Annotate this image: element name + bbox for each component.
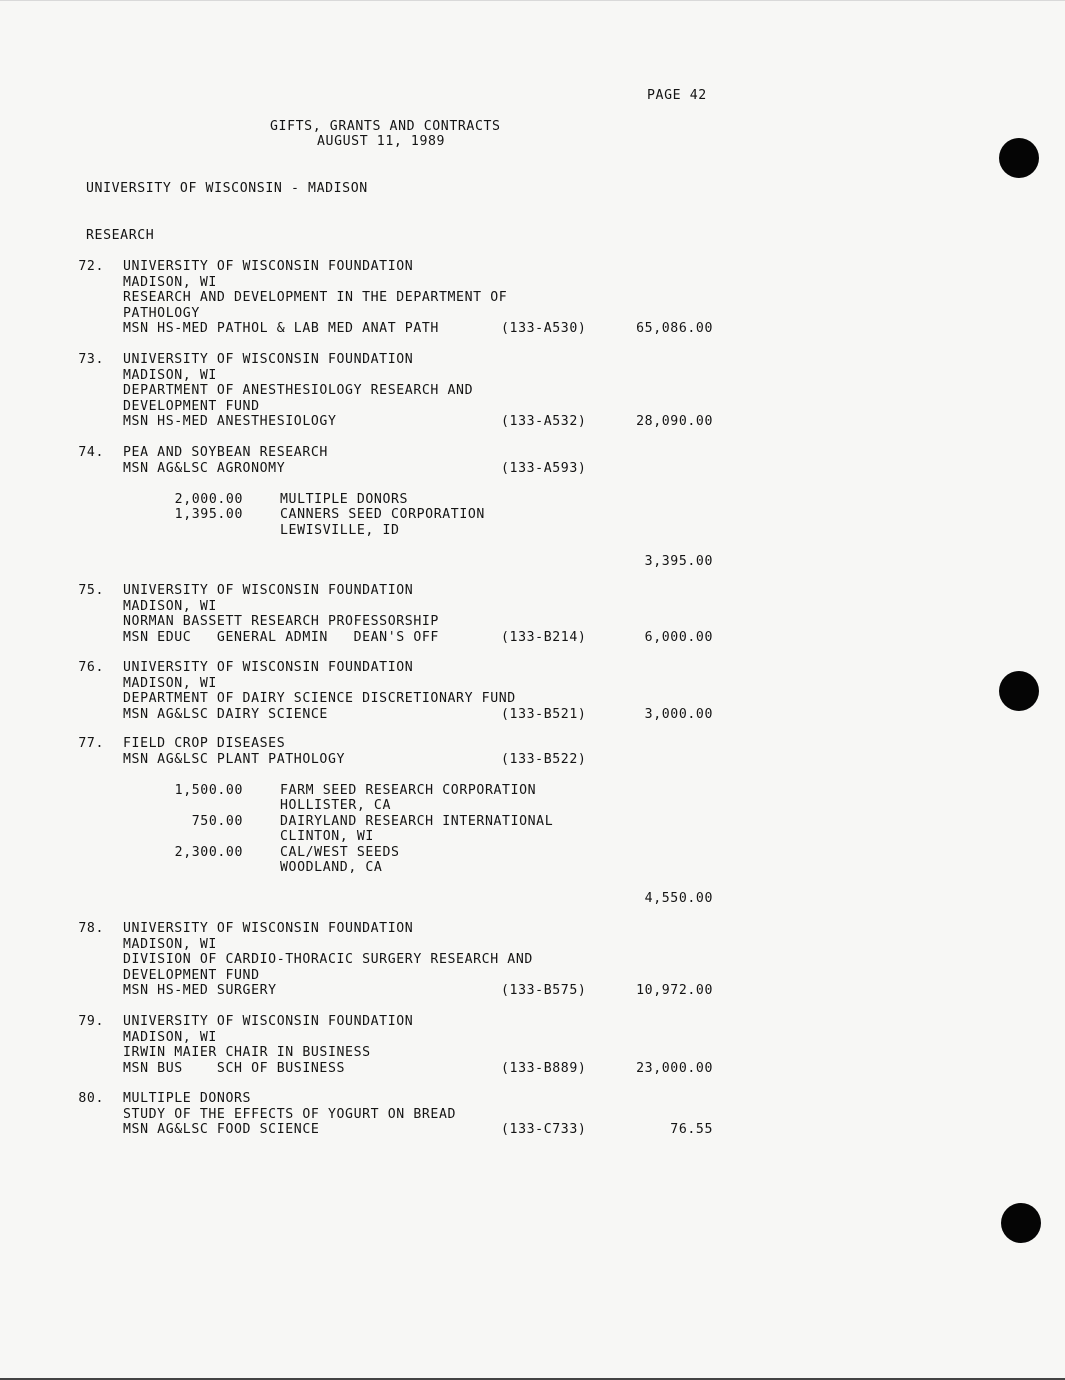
item-total-amount: 4,550.00 [644,891,713,906]
item-total-amount: 3,395.00 [644,553,713,569]
page-number: PAGE 42 [647,88,707,103]
item-text-line: MADISON, WI [123,367,217,383]
item-text-line: MULTIPLE DONORS [123,1091,252,1106]
item-department: MSN HS-MED SURGERY [123,983,277,998]
item-text-line: DEPARTMENT OF ANESTHESIOLOGY RESEARCH AND [123,383,474,398]
item-number: 75. [78,583,104,598]
item-text-line: UNIVERSITY OF WISCONSIN FOUNDATION [123,583,414,598]
item-number: 74. [78,445,104,460]
item-account-code: (133-A532) [501,414,587,429]
item-account-code: (133-C733) [501,1122,587,1137]
document-date: AUGUST 11, 1989 [317,134,446,149]
item-account-code: (133-A530) [501,321,587,336]
item-amount: 65,086.00 [636,321,713,336]
donor-amount: 1,395.00 [174,507,243,522]
item-number: 73. [78,352,104,367]
item-amount: 28,090.00 [636,414,713,429]
item-number: 79. [78,1014,104,1029]
item-text-line: MADISON, WI [123,1029,217,1045]
item-number: 76. [78,660,104,675]
item-department: MSN AG&LSC DAIRY SCIENCE [123,706,328,722]
item-text-line: MADISON, WI [123,274,217,290]
document-title: GIFTS, GRANTS AND CONTRACTS [270,119,501,134]
item-account-code: (133-B214) [501,629,587,645]
item-department: MSN EDUC GENERAL ADMIN DEAN'S OFF [123,629,439,645]
section-heading: RESEARCH [86,228,155,243]
item-department: MSN HS-MED PATHOL & LAB MED ANAT PATH [123,321,439,336]
item-amount: 23,000.00 [636,1060,713,1076]
item-number: 78. [78,921,104,936]
item-account-code: (133-B889) [501,1060,587,1076]
item-text-line: STUDY OF THE EFFECTS OF YOGURT ON BREAD [123,1106,457,1122]
institution-name: UNIVERSITY OF WISCONSIN - MADISON [86,181,368,196]
item-text-line: UNIVERSITY OF WISCONSIN FOUNDATION [123,921,414,936]
donor-text-line: CAL/WEST SEEDS [280,844,400,860]
item-text-line: FIELD CROP DISEASES [123,736,286,751]
binder-hole-bottom [1001,1203,1041,1243]
item-text-line: UNIVERSITY OF WISCONSIN FOUNDATION [123,1014,414,1029]
item-text-line: MADISON, WI [123,936,217,952]
item-text-line: UNIVERSITY OF WISCONSIN FOUNDATION [123,259,414,274]
item-text-line: IRWIN MAIER CHAIR IN BUSINESS [123,1045,371,1060]
item-amount: 6,000.00 [644,629,713,645]
donor-amount: 2,300.00 [174,844,243,860]
item-text-line: PATHOLOGY [123,305,200,321]
binder-hole-top [999,138,1039,178]
donor-text-line: HOLLISTER, CA [280,798,392,813]
item-department: MSN AG&LSC AGRONOMY [123,460,286,476]
item-number: 72. [78,259,104,274]
donor-text-line: DAIRYLAND RESEARCH INTERNATIONAL [280,813,554,829]
page-top-edge [0,0,1065,1]
donor-text-line: WOODLAND, CA [280,860,383,875]
item-text-line: PEA AND SOYBEAN RESEARCH [123,445,328,460]
item-text-line: UNIVERSITY OF WISCONSIN FOUNDATION [123,352,414,367]
item-account-code: (133-B521) [501,706,587,722]
item-account-code: (133-B522) [501,751,587,767]
item-department: MSN AG&LSC PLANT PATHOLOGY [123,751,346,767]
donor-text-line: MULTIPLE DONORS [280,491,409,507]
item-account-code: (133-B575) [501,983,587,998]
item-text-line: DIVISION OF CARDIO-THORACIC SURGERY RESEARCH AND [123,952,533,967]
item-department: MSN HS-MED ANESTHESIOLOGY [123,414,337,429]
item-text-line: DEPARTMENT OF DAIRY SCIENCE DISCRETIONARY FUND [123,691,516,706]
item-text-line: DEVELOPMENT FUND [123,398,260,414]
item-number: 77. [78,736,104,751]
donor-text-line: CLINTON, WI [280,829,374,844]
item-department: MSN BUS SCH OF BUSINESS [123,1060,346,1076]
donor-text-line: FARM SEED RESEARCH CORPORATION [280,782,537,798]
donor-amount: 2,000.00 [174,491,243,507]
item-amount: 3,000.00 [644,706,713,722]
item-text-line: MADISON, WI [123,675,217,691]
item-number: 80. [78,1091,104,1106]
item-text-line: MADISON, WI [123,598,217,614]
donor-text-line: LEWISVILLE, ID [280,522,400,538]
binder-hole-middle [999,671,1039,711]
donor-amount: 750.00 [191,813,243,829]
item-amount: 76.55 [670,1122,713,1137]
item-text-line: UNIVERSITY OF WISCONSIN FOUNDATION [123,660,414,675]
donor-amount: 1,500.00 [174,782,243,798]
item-text-line: NORMAN BASSETT RESEARCH PROFESSORSHIP [123,614,439,629]
item-text-line: DEVELOPMENT FUND [123,967,260,983]
donor-text-line: CANNERS SEED CORPORATION [280,507,485,522]
item-account-code: (133-A593) [501,460,587,476]
item-text-line: RESEARCH AND DEVELOPMENT IN THE DEPARTMENT OF [123,290,508,305]
item-amount: 10,972.00 [636,983,713,998]
item-department: MSN AG&LSC FOOD SCIENCE [123,1122,320,1137]
